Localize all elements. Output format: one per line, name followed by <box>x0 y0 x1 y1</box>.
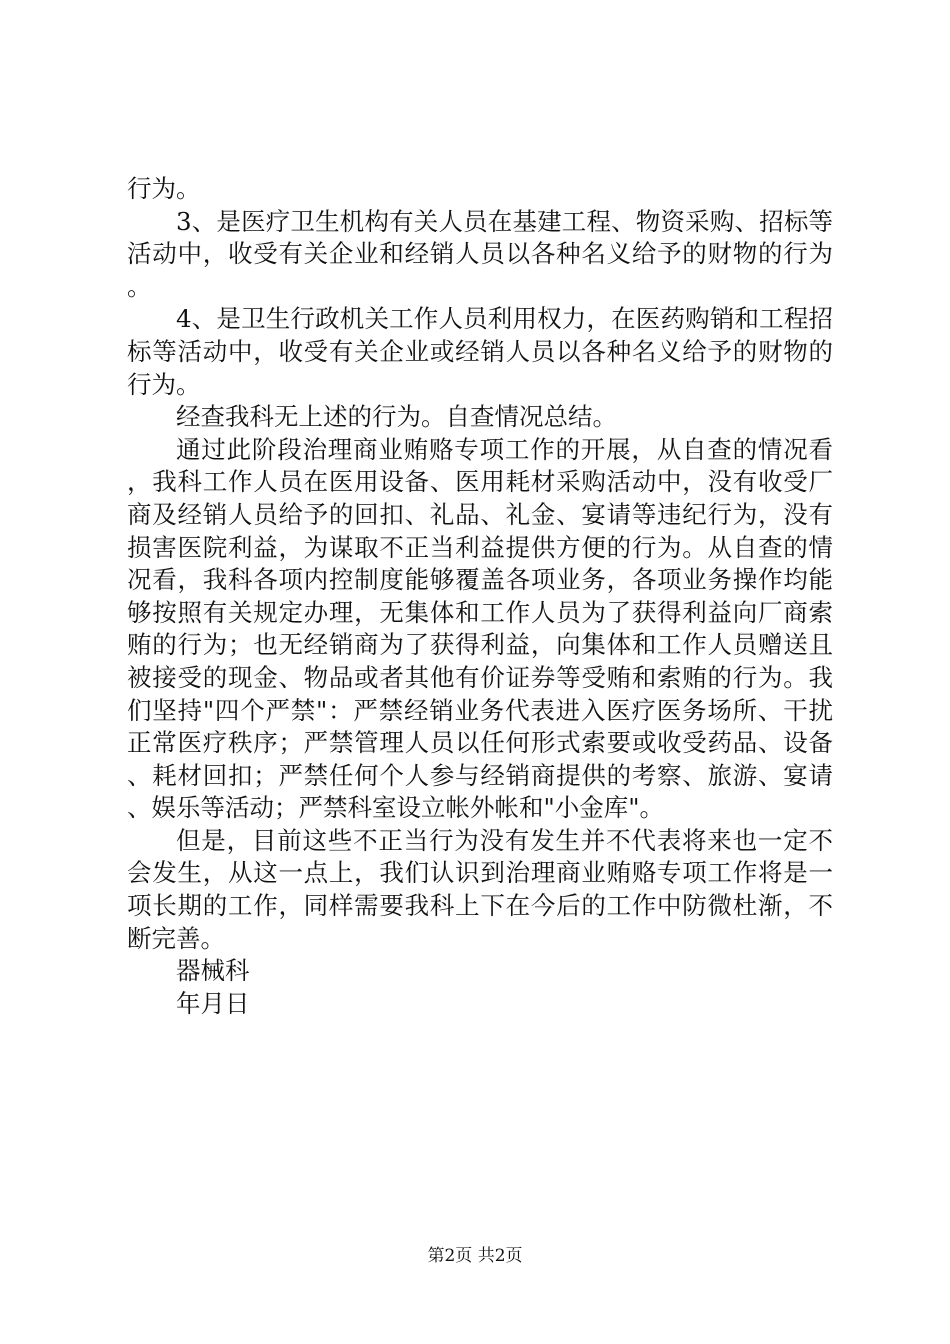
paragraph-item-4: 4、是卫生行政机关工作人员利用权力，在医药购销和工程招标等活动中，收受有关企业或经销人员以各种名义给予的财物的行为。 <box>127 304 833 399</box>
paragraph-conclusion: 但是，目前这些不正当行为没有发生并不代表将来也一定不会发生，从这一点上，我们认识到治理商业贿赂专项工作将是一项长期的工作，同样需要我科上下在今后的工作中防微杜渐，不断完善。 <box>127 825 833 953</box>
signature-date: 年月日 <box>176 988 250 1018</box>
signature-department: 器械科 <box>176 956 250 986</box>
paragraph-continuation: 行为。 <box>127 174 201 203</box>
document-body <box>127 173 833 1020</box>
paragraph-check-result: 经查我科无上述的行为。自查情况总结。 <box>176 402 617 432</box>
paragraph-summary: 通过此阶段治理商业贿赂专项工作的开展，从自查的情况看，我科工作人员在医用设备、医用耗材采购活动中，没有收受厂商及经销人员给予的回扣、礼品、礼金、宴请等违纪行为，没有损害医院利益，为谋取不正当利益提供方便的行为。从自查的情况看，我科各项内控制度能够覆盖各项业务，各项业务操作均能够按照有关规定办理，无集体和工作人员为了获得利益向厂商索贿的行为；也无经销商为了获得利益，向集体和工作人员赠送且被接受的现金、物品或者其他有价证券等受贿和索贿的行为。我们坚持"四个严禁"：严禁经销业务代表进入医疗医务场所、干扰正常医疗秩序；严禁管理人员以任何形式索要或收受药品、设备、耗材回扣；严禁任何个人参与经销商提供的考察、旅游、宴请、娱乐等活动；严禁科室设立帐外帐和"小金库"。 <box>127 434 833 823</box>
page-number-footer: 第2页 共2页 <box>427 1246 523 1266</box>
paragraph-item-3: 3、是医疗卫生机构有关人员在基建工程、物资采购、招标等活动中，收受有关企业和经销人员以各种名义给予的财物的行为。 <box>127 206 833 301</box>
